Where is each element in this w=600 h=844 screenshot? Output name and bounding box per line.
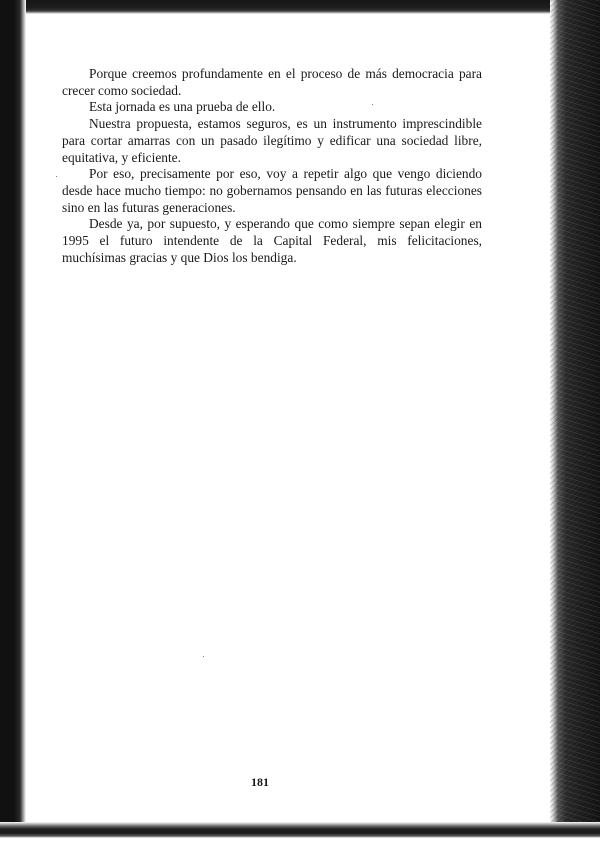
paragraph: Por eso, precisamente por eso, voy a repetir algo que vengo diciendo desde hace mucho tiempo: no gobernamos pensando en las futuras elecciones sino en las futuras generaciones. <box>62 166 482 215</box>
scan-edge-bottom <box>0 822 600 844</box>
paragraph: Desde ya, por supuesto, y esperando que como siempre sepan elegir en 1995 el futuro intendente de la Capital Federal, mis felicitaciones, muchísimas gracias y que Dios los bendiga. <box>62 216 482 265</box>
scan-edge-left <box>0 0 26 844</box>
paragraph: Porque creemos profundamente en el proceso de más democracia para crecer como sociedad. <box>62 66 482 98</box>
document-body <box>62 66 482 266</box>
page-number: 181 <box>251 775 269 789</box>
paragraph: Nuestra propuesta, estamos seguros, es un instrumento imprescindible para cortar amarras con un pasado ilegítimo y edificar una sociedad libre, equitativa, y eficiente. <box>62 116 482 165</box>
scan-speck <box>203 656 204 657</box>
scan-edge-top <box>0 0 600 14</box>
paragraph: Esta jornada es una prueba de ello. <box>89 99 276 115</box>
scan-speck <box>56 176 57 177</box>
scan-edge-right <box>550 0 600 844</box>
